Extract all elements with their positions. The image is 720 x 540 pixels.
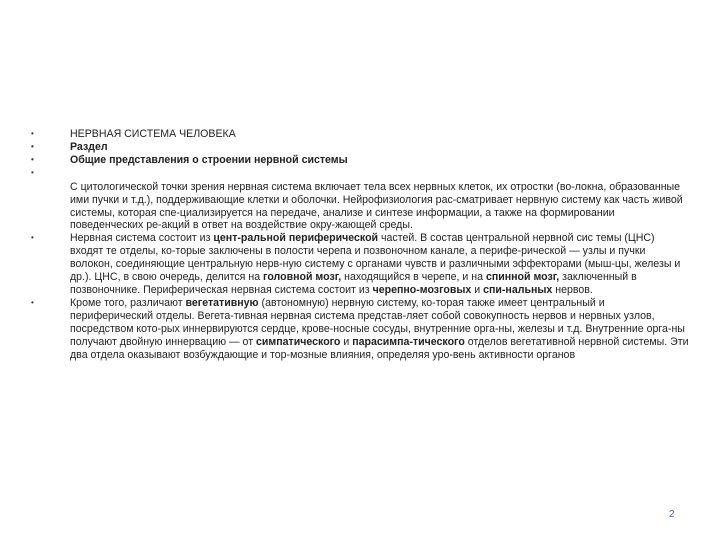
bullet-icon: • — [31, 141, 34, 151]
text-run: находящийся в черепе, и на — [341, 271, 486, 284]
list-item — [30, 167, 690, 233]
page-number: 2 — [669, 509, 675, 520]
section-label: Раздел — [70, 140, 108, 153]
text-run: (автономную) нервную систему, ко-торая также имеет центральный и периферический отделы. Вегета-тивная нервная система представ-ляет собой совокупность нервов и нервных узлов, посредством кото-рых иннервируются сердце, крове-носные сосуды, внутренние орга-ны, железы и т.д. Внутренние орга-ны получают двойную иннервацию — от — [70, 296, 685, 348]
bullet-list — [30, 128, 690, 361]
text-run: Кроме того, различают — [70, 296, 186, 309]
bold-term: головной мозг, — [263, 271, 342, 284]
bullet-icon: • — [31, 167, 34, 177]
bullet-icon: • — [31, 154, 34, 164]
text-run: заключенный в позвоночнике. Периферическая нервная система состоит из — [70, 271, 637, 296]
bullet-icon: • — [31, 129, 34, 138]
paragraph-text — [70, 297, 689, 361]
text-run: частей. В состав центральной нервной сис темы (ЦНС) входят те отделы, ко-торые заключены в полости черепа и позвоночном канале, а перифе-рической — узлы и пучки волокон, соединяющие центральную нерв-ную систему с органами чувств и различными эффекторами (мыш-цы, железы и др.). ЦНС, в свою очередь, делится на — [70, 232, 681, 284]
text-run: нервов. — [552, 283, 593, 296]
bold-term: парасимпа-тического — [352, 335, 465, 348]
text-run: Нервная система состоит из — [70, 232, 214, 245]
bold-term: цент-ральной периферической — [213, 232, 379, 245]
list-item — [30, 297, 690, 362]
paragraph-text — [70, 232, 680, 296]
list-item — [30, 141, 690, 154]
bullet-icon: • — [31, 297, 34, 307]
bold-term: черепно-мозговых — [372, 283, 472, 296]
list-item — [30, 154, 690, 167]
section-heading: Общие представления о строении нервной системы — [70, 153, 348, 166]
document-title: НЕРВНАЯ СИСТЕМА ЧЕЛОВЕКА — [70, 128, 236, 140]
bullet-icon: • — [31, 233, 34, 243]
bold-term: вегетативную — [185, 296, 259, 309]
text-run: отделов вегетативной нервной системы. Эти два отдела оказывают возбуждающие и тор-мозные влияния, определяя уро-вень активности органов — [70, 335, 689, 361]
bold-term: спинной мозг, — [485, 271, 560, 284]
list-item — [30, 232, 690, 297]
paragraph-text: С цитологической точки зрения нервная система включает тела всех нервных клеток, их отростки (во-локна, образованные ими пучки и т.д.), поддерживающие клетки и оболочки. Нейрофизиология рас-сматривает нервную систему как часть живой системы, которая спе-циализируется на передаче, анализе и синтезе информации, а также на формировании поведенческих ре-акций в ответ на воздействие окру-жающей среды. — [70, 180, 683, 232]
bold-term: спи-нальных — [483, 283, 553, 296]
bold-term: симпатического — [256, 335, 341, 348]
text-run: и — [340, 335, 353, 348]
list-item — [30, 128, 690, 141]
text-run: и — [471, 283, 484, 296]
blank-line — [70, 167, 690, 181]
